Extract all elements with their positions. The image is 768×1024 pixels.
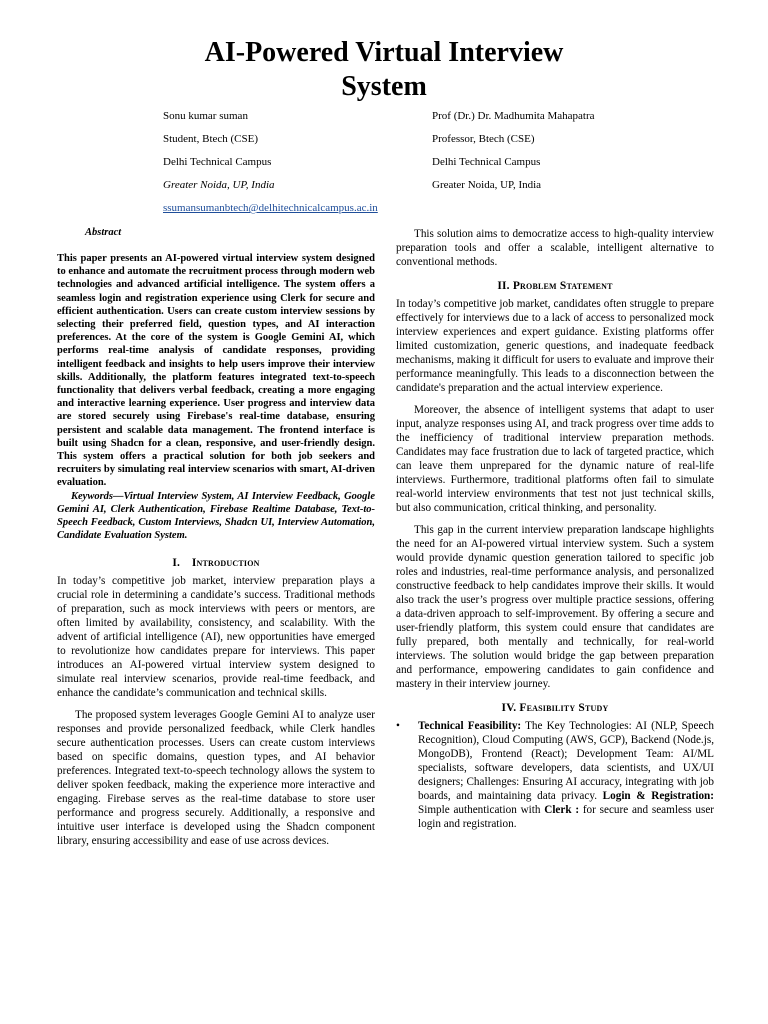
paper-title: [0, 36, 768, 104]
intro-paragraph-2: The proposed system leverages Google Gemini AI to analyze user responses and provide personalized feedback, while Clerk handles secure authentication processes. Users can create custom interviews based on specific domains, question types, and AI behavior preferences. Integrated text-to-speech technology allows the system to deliver spoken feedback, making the experience more interactive and engaging. Firebase serves as the real-time database to store user performance and progress securely. Additionally, a responsive and intuitive user interface is developed using the Shadcn component library, ensuring accessibility and ease of use across devices.: [57, 709, 375, 848]
section-heading-problem-statement: II. Problem Statement: [497, 280, 613, 292]
clerk-text: for secure and seamless user login and registration.: [418, 804, 715, 830]
problem-paragraph-1: In today’s competitive job market, candidates often struggle to prepare effectively for interviews due to a lack of access to personalized mock interview experiences and expert guidance. Existing platforms offer limited customization, generic questions, and inadequate feedback mechanisms, making it difficult for users to evaluate and improve their performance meaningfully. This leads to a disconnection between the candidate's preparation and the actual interview experience.: [396, 298, 714, 394]
author-name: Sonu kumar suman: [163, 110, 248, 122]
title-line-2: System: [341, 71, 427, 102]
author-block-2: [432, 105, 595, 197]
author-email-link[interactable]: ssumansumanbtech@delhitechnicalcampus.ac.in: [163, 202, 378, 214]
abstract-body: This paper presents an AI-powered virtual interview system designed to enhance and automate the recruitment process through modern web technologies and advanced artificial intelligence. The system offers a seamless login and registration experience using Clerk for secure and efficient authentication. Users can create custom interview sessions by selecting their preferred field, question types, and AI interaction preferences. At the core of the system is Google Gemini AI, which performs real-time analysis of candidate responses, providing intelligent feedback and insights to help users improve their interview skills. Additionally, the platform features integrated text-to-speech functionality that delivers verbal feedback, creating a more engaging and interactive learning experience. User progress and interview data are stored securely using Firebase's real-time database, ensuring persistent and scalable data management. The frontend interface is built using Shadcn for a clean, responsive, and user-friendly design. This system offers a practical solution for both job seekers and recruiters by simulating real interview scenarios with smart, AI-driven evaluation.: [57, 253, 375, 489]
section-heading-introduction: I. Introduction: [172, 557, 260, 570]
login-registration-label: Login & Registration:: [602, 790, 715, 802]
bullet-icon: •: [396, 720, 400, 732]
author-role: Professor, Btech (CSE): [432, 133, 535, 145]
problem-paragraph-2: Moreover, the absence of intelligent systems that adapt to user input, analyze responses using AI, and track progress over time adds to the inefficiency of traditional interview preparation methods. Candidates may face frustration due to lack of targeted practice, which can leave them unprepared for the dynamic nature of real-life interviews. Furthermore, traditional platforms often fail to simulate real-world interview environments that test not just technical skills, but also communication, critical thinking, and personality.: [396, 404, 714, 514]
intro-paragraph-1: In today’s competitive job market, interview preparation plays a crucial role in determining a candidate’s success. Traditional methods of preparation, such as mock interviews with peers or mentors, are often limited by availability, consistency, and scalability. With the advent of artificial intelligence (AI), new opportunities have emerged to revolutionize how candidates prepare for interviews. This paper introduces an AI-powered virtual interview system designed to simulate real interview scenarios, provide real-time feedback, and enhance the candidate’s communication and technical skills.: [57, 575, 375, 700]
right-column: [396, 227, 714, 831]
author-institution: Delhi Technical Campus: [163, 156, 272, 168]
problem-paragraph-3: This gap in the current interview preparation landscape highlights the need for an AI-powered virtual interview system. Such a system would provide dynamic question generation tailored to specific job roles and industries, real-time performance analysis, and personalized constructive feedback to help candidates improve their skills. It would also track the user’s progress over multiple practice sessions, offering a data-driven approach to self-improvement. By offering a secure and user-friendly platform, this system could ensure that candidates are fully prepared, both mentally and technically, for real-world interviews. The solution would bridge the gap between preparation and performance, empowering candidates to gain confidence and mastery in their interview journey.: [396, 524, 714, 690]
clerk-label: Clerk :: [544, 804, 580, 816]
author-role: Student, Btech (CSE): [163, 133, 259, 145]
list-item: [396, 719, 715, 831]
author-institution: Delhi Technical Campus: [432, 156, 541, 168]
author-location: Greater Noida, UP, India: [432, 179, 542, 191]
author-location: Greater Noida, UP, India: [163, 179, 275, 191]
section-heading-feasibility-study: IV. Feasibility Study: [501, 702, 609, 714]
feasibility-list: [396, 719, 714, 831]
keywords: Keywords—Virtual Interview System, AI Interview Feedback, Google Gemini AI, Clerk Authentication, Firebase Realtime Database, Text-to-Speech Feedback, Custom Interviews, Shadcn UI, Interview Automation, Candidate Evaluation System.: [57, 490, 375, 542]
login-registration-text: Simple authentication with: [418, 804, 541, 816]
left-column: [57, 226, 375, 848]
abstract-heading: Abstract: [85, 227, 122, 238]
title-line-1: AI-Powered Virtual Interview: [204, 37, 564, 68]
technical-feasibility-text: The Key Technologies: AI (NLP, Speech Recognition), Cloud Computing (AWS, GCP), Backend (Node.js, MongoDB), Frontend (React); Development Team: AI/ML specialists, software developers, data scientists, and UX/UI designers; Challenges: Ensuring AI accuracy, integrating with job boards, and maintaining data privacy.: [418, 720, 714, 802]
author-block-1: [163, 105, 378, 220]
technical-feasibility-label: Technical Feasibility:: [418, 720, 522, 732]
solution-paragraph: This solution aims to democratize access to high-quality interview preparation tools and offer a scalable, intelligent alternative to conventional methods.: [396, 228, 714, 268]
author-name: Prof (Dr.) Dr. Madhumita Mahapatra: [432, 110, 595, 122]
